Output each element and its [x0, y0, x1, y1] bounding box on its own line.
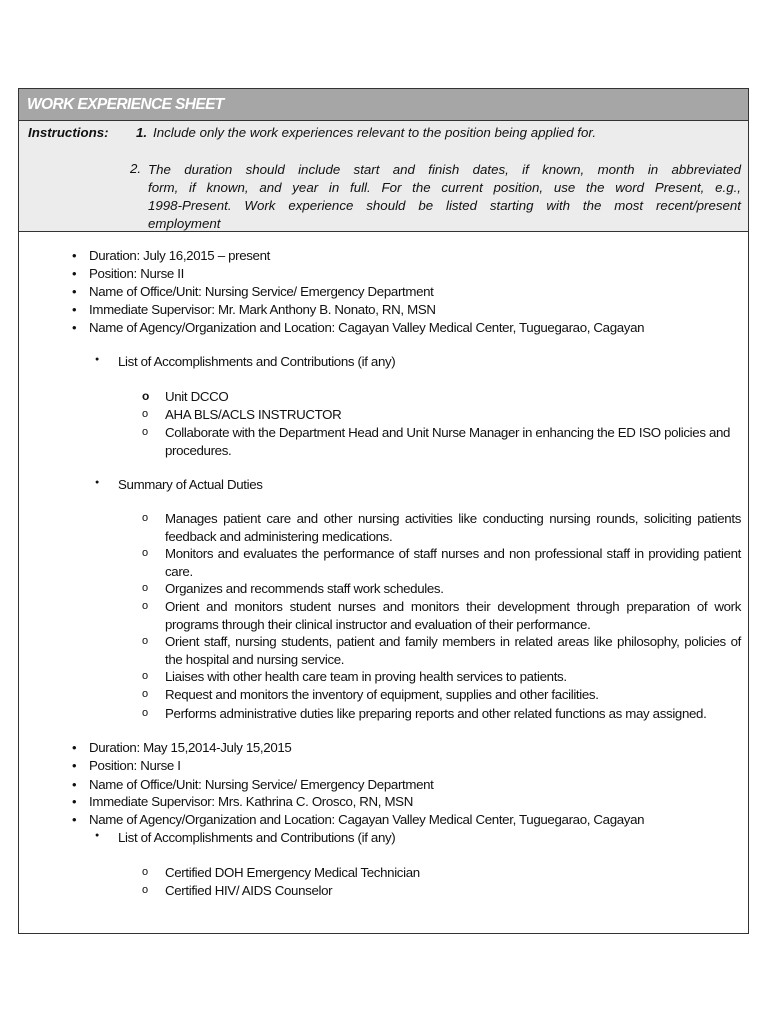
job1-duty-item-continued: programs through their clinical instructor and evaluation of their performance. [165, 617, 591, 632]
job2-office: • Name of Office/Unit: Nursing Service/ Emergency Department [89, 777, 434, 792]
sheet-title-bar [19, 89, 748, 121]
job1-duty-item-continued: feedback and administering medications. [165, 529, 393, 544]
instruction-2-text [148, 161, 741, 233]
job1-office: • Name of Office/Unit: Nursing Service/ Emergency Department [89, 284, 434, 299]
job1-duty-item: o Organizes and recommends staff work schedules. [165, 581, 444, 596]
job2-supervisor: • Immediate Supervisor: Mrs. Kathrina C. Orosco, RN, MSN [89, 794, 413, 809]
sheet-title: WORK EXPERIENCE SHEET [27, 96, 224, 113]
job1-position: • Position: Nurse II [89, 266, 184, 281]
instruction-1-number: 1. [136, 125, 148, 140]
instructions-label: Instructions: [28, 125, 109, 140]
job2-accomplishment-item: o Certified HIV/ AIDS Counselor [165, 883, 332, 898]
job1-duty-item-continued: the hospital and nursing service. [165, 652, 345, 667]
job1-duty-item: o Request and monitors the inventory of equipment, supplies and other facilities. [165, 687, 599, 702]
job1-accomplishments-heading: ● List of Accomplishments and Contributions (if any) [118, 354, 395, 369]
instruction-2-line: 1998-Present. Work experience should be listed starting with the most recent/present [148, 198, 741, 213]
job1-duty-item: o Monitors and evaluates the performance of staff nurses and non professional staff in providing patient [165, 546, 741, 561]
job1-agency: • Name of Agency/Organization and Location: Cagayan Valley Medical Center, Tuguegarao, Cagayan [89, 320, 644, 335]
job1-duty-item: o Liaises with other health care team in proving health services to patients. [165, 669, 567, 684]
job1-duration: • Duration: July 16,2015 – present [89, 248, 270, 263]
job1-duties-heading: ● Summary of Actual Duties [118, 477, 263, 492]
job1-duty-item: o Orient and monitors student nurses and monitors their development through preparation of work [165, 599, 741, 614]
job1-duty-item: o Orient staff, nursing students, patient and family members in related areas like philosophy, policies of [165, 634, 741, 649]
job1-supervisor: • Immediate Supervisor: Mr. Mark Anthony B. Nonato, RN, MSN [89, 302, 436, 317]
job1-accomplishment-item: o AHA BLS/ACLS INSTRUCTOR [165, 407, 341, 422]
instruction-2-number: 2. [130, 161, 142, 176]
job2-accomplishment-item: o Certified DOH Emergency Medical Technician [165, 865, 420, 880]
job1-accomplishment-item: o Collaborate with the Department Head and Unit Nurse Manager in enhancing the ED ISO policies and [165, 425, 730, 440]
job1-accomplishment-item: o Unit DCCO [165, 389, 228, 404]
job1-duty-item-continued: care. [165, 564, 193, 579]
job2-position: • Position: Nurse I [89, 758, 181, 773]
instruction-2-line: The duration should include start and finish dates, if known, month in abbreviated [148, 162, 741, 177]
instruction-2-line: employment [148, 216, 221, 231]
job2-agency: • Name of Agency/Organization and Location: Cagayan Valley Medical Center, Tuguegarao, Cagayan [89, 812, 644, 827]
job2-duration: • Duration: May 15,2014-July 15,2015 [89, 740, 291, 755]
job1-duty-item: o Manages patient care and other nursing activities like conducting nursing rounds, soliciting patients [165, 511, 741, 526]
instructions-box [19, 121, 748, 232]
job1-duty-item: o Performs administrative duties like preparing reports and other related functions as may assigned. [165, 706, 706, 721]
job1-accomplishment-item-continued: procedures. [165, 443, 232, 458]
job2-accomplishments-heading: ● List of Accomplishments and Contributions (if any) [118, 830, 395, 845]
instruction-2-line: form, if known, and year in full. For the current position, use the word Present, e.g., [148, 180, 741, 195]
instruction-1-text: Include only the work experiences relevant to the position being applied for. [153, 125, 597, 140]
